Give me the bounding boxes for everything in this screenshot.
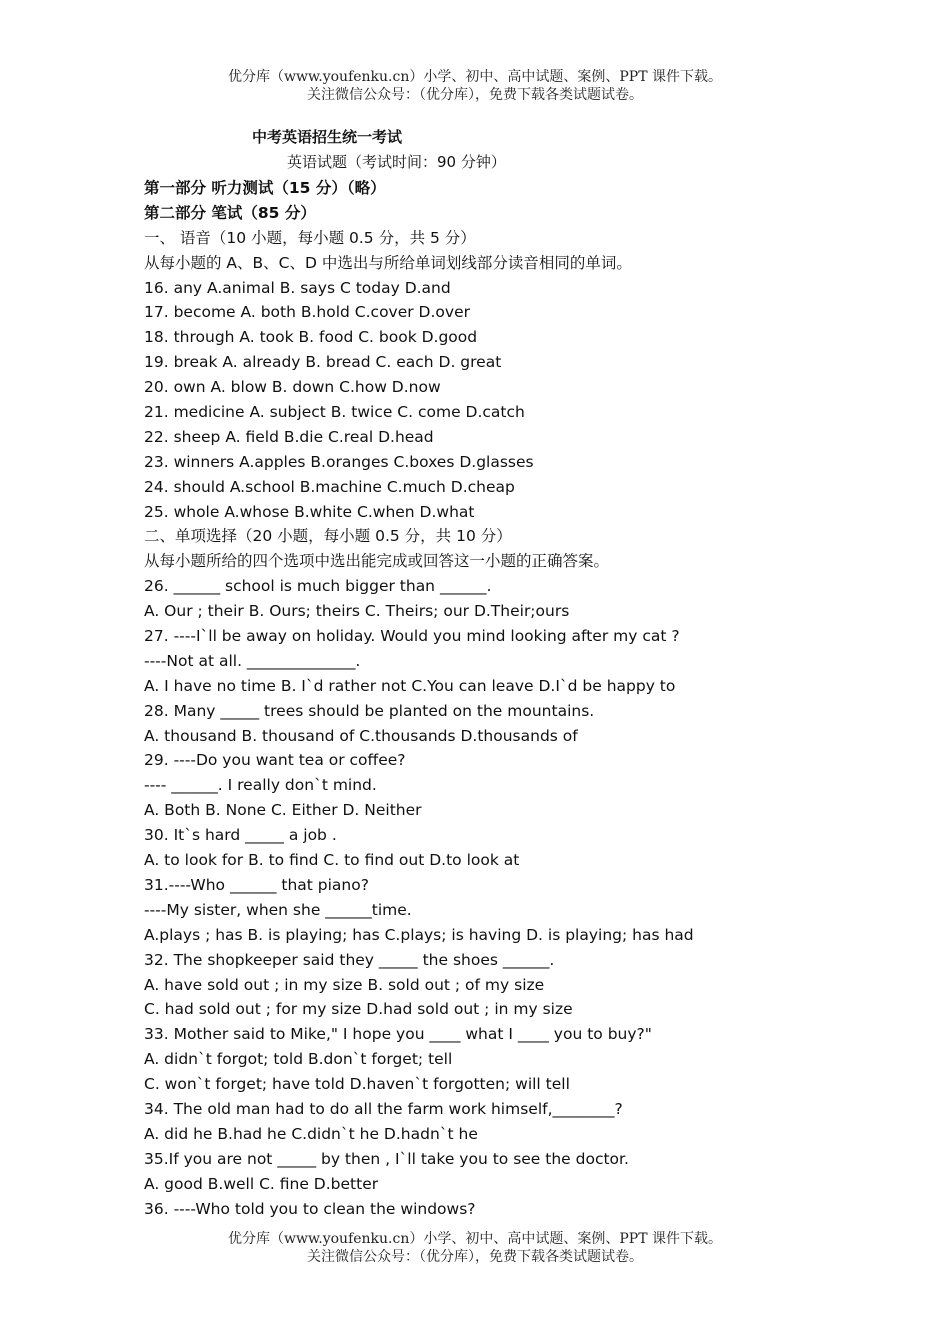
question-line: 26. ______ school is much bigger than ______. [144,577,492,596]
question-line: 25. whole A.whose B.white C.when D.what [144,502,475,521]
question-line: 28. Many _____ trees should be planted on the mountains. [144,701,595,720]
options-line: A. didn`t forgot; told B.don`t forget; tell [144,1050,453,1069]
question-line: ----My sister, when she ______time. [144,900,412,919]
question-line: 21. medicine A. subject B. twice C. come D.catch [144,403,525,422]
exam-title: 中考英语招生统一考试 [252,128,403,146]
header-line-2: 关注微信公众号：（优分库），免费下载各类试题试卷。 [307,87,643,103]
question-line: ---- ______. I really don`t mind. [144,776,377,795]
options-line: A.plays ; has B. is playing; has C.plays; is having D. is playing; has had [144,925,694,944]
question-line: 24. should A.school B.machine C.much D.cheap [144,477,515,496]
section-instruction: 从每小题所给的四个选项中选出能完成或回答这一小题的正确答案。 [144,552,610,571]
question-line: 33. Mother said to Mike," I hope you ____ what I ____ you to buy?" [144,1025,652,1044]
options-line: A. Our ; their B. Ours; theirs C. Theirs; our D.Their;ours [144,602,570,621]
options-line: A. good B.well C. fine D.better [144,1174,379,1193]
question-line: 34. The old man had to do all the farm work himself,________? [144,1099,623,1118]
question-line: 31.----Who ______ that piano? [144,875,369,894]
part-one-heading: 第一部分 听力测试（15 分）（略） [144,179,386,197]
exam-subtitle: 英语试题（考试时间：90 分钟） [287,153,506,171]
page-header [0,68,950,104]
options-line: C. had sold out ; for my size D.had sold out ; in my size [144,1000,573,1019]
options-line: A. thousand B. thousand of C.thousands D.thousands of [144,726,578,745]
question-line: ----Not at all. ______________. [144,651,361,670]
question-line: 29. ----Do you want tea or coffee? [144,751,406,770]
options-line: C. won`t forget; have told D.haven`t forgotten; will tell [144,1075,570,1094]
question-line: 16. any A.animal B. says C today D.and [144,278,451,297]
footer-line-2: 关注微信公众号：（优分库），免费下载各类试题试卷。 [307,1249,643,1265]
header-line-1: 优分库（www.youfenku.cn）小学、初中、高中试题、案例、PPT 课件下载。 [227,69,722,85]
section-instruction: 从每小题的 A、B、C、D 中选出与所给单词划线部分读音相同的单词。 [144,253,632,272]
options-line: A. did he B.had he C.didn`t he D.hadn`t he [144,1124,478,1143]
question-line: 19. break A. already B. bread C. each D. great [144,353,502,372]
options-line: A. I have no time B. I`d rather not C.You can leave D.I`d be happy to [144,676,676,695]
section-heading: 一、 语音（10 小题，每小题 0.5 分，共 5 分） [144,228,476,247]
footer-line-1: 优分库（www.youfenku.cn）小学、初中、高中试题、案例、PPT 课件下载。 [227,1231,722,1247]
question-line: 17. become A. both B.hold C.cover D.over [144,303,470,322]
exam-body [144,176,934,1221]
question-line: 35.If you are not _____ by then , I`ll take you to see the doctor. [144,1149,629,1168]
question-line: 30. It`s hard _____ a job . [144,826,337,845]
options-line: A. have sold out ; in my size B. sold out ; of my size [144,975,545,994]
page-footer [0,1230,950,1266]
question-line: 22. sheep A. field B.die C.real D.head [144,427,434,446]
options-line: A. Both B. None C. Either D. Neither [144,801,422,820]
part-two-heading: 第二部分 笔试（85 分） [144,203,316,222]
question-line: 20. own A. blow B. down C.how D.now [144,378,441,397]
section-heading: 二、单项选择（20 小题，每小题 0.5 分，共 10 分） [144,527,512,546]
question-line: 23. winners A.apples B.oranges C.boxes D.glasses [144,452,534,471]
question-line: 32. The shopkeeper said they _____ the shoes ______. [144,950,555,969]
question-line: 18. through A. took B. food C. book D.good [144,328,478,347]
question-line: 27. ----I`ll be away on holiday. Would you mind looking after my cat ? [144,627,680,646]
question-line: 36. ----Who told you to clean the windows? [144,1199,476,1218]
options-line: A. to look for B. to find C. to find out D.to look at [144,851,520,870]
